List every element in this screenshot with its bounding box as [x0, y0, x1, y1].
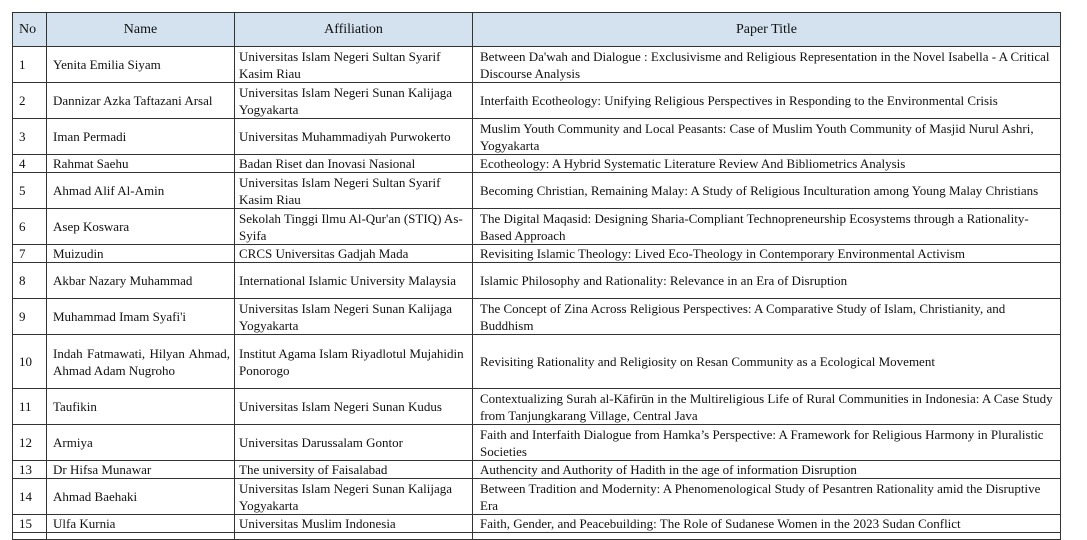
- row-number: 9: [13, 299, 47, 335]
- header-no: No: [13, 13, 47, 47]
- table-body: [13, 47, 1061, 540]
- table-row: [13, 47, 1061, 83]
- papers-table-container: [12, 12, 1061, 540]
- author-name: Ahmad Alif Al-Amin: [47, 173, 235, 209]
- affiliation: Universitas Muhammadiyah Purwokerto: [235, 119, 473, 155]
- table-row: [13, 245, 1061, 263]
- paper-title: Faith, Gender, and Peacebuilding: The Role of Sudanese Women in the 2023 Sudan Conflict: [473, 515, 1061, 533]
- affiliation: Universitas Islam Negeri Sunan Kudus: [235, 389, 473, 425]
- row-number: 5: [13, 173, 47, 209]
- paper-title: Authencity and Authority of Hadith in the age of information Disruption: [473, 461, 1061, 479]
- author-name: Rahmat Saehu: [47, 155, 235, 173]
- table-row-partial: [13, 533, 1061, 540]
- author-name: Asep Koswara: [47, 209, 235, 245]
- affiliation: Sekolah Tinggi Ilmu Al-Qur'an (STIQ) As-Syifa: [235, 209, 473, 245]
- row-number: 6: [13, 209, 47, 245]
- paper-title: Ecotheology: A Hybrid Systematic Literature Review And Bibliometrics Analysis: [473, 155, 1061, 173]
- author-name: Armiya: [47, 425, 235, 461]
- paper-title: Becoming Christian, Remaining Malay: A Study of Religious Inculturation among Young Malay Christians: [473, 173, 1061, 209]
- author-name: Muhammad Imam Syafi'i: [47, 299, 235, 335]
- row-number: 7: [13, 245, 47, 263]
- papers-table: [12, 12, 1061, 540]
- affiliation: Universitas Islam Negeri Sunan Kalijaga Yogyakarta: [235, 479, 473, 515]
- affiliation: Universitas Muslim Indonesia: [235, 515, 473, 533]
- affiliation: Universitas Islam Negeri Sultan Syarif Kasim Riau: [235, 173, 473, 209]
- paper-title: Interfaith Ecotheology: Unifying Religious Perspectives in Responding to the Environmental Crisis: [473, 83, 1061, 119]
- author-name: Taufikin: [47, 389, 235, 425]
- table-row: [13, 155, 1061, 173]
- table-row: [13, 515, 1061, 533]
- cell: [235, 533, 473, 540]
- row-number: 10: [13, 335, 47, 389]
- row-number: 3: [13, 119, 47, 155]
- row-number: 15: [13, 515, 47, 533]
- affiliation: Universitas Islam Negeri Sunan Kalijaga Yogyakarta: [235, 299, 473, 335]
- table-row: [13, 119, 1061, 155]
- author-name: Muizudin: [47, 245, 235, 263]
- paper-title: Muslim Youth Community and Local Peasants: Case of Muslim Youth Community of Masjid Nurul Ashri, Yogyakarta: [473, 119, 1061, 155]
- table-row: [13, 173, 1061, 209]
- author-name: Dr Hifsa Munawar: [47, 461, 235, 479]
- cell: [47, 533, 235, 540]
- paper-title: Between Tradition and Modernity: A Phenomenological Study of Pesantren Rationality amid the Disruptive Era: [473, 479, 1061, 515]
- affiliation: The university of Faisalabad: [235, 461, 473, 479]
- table-row: [13, 425, 1061, 461]
- author-name: Akbar Nazary Muhammad: [47, 263, 235, 299]
- paper-title: Contextualizing Surah al-Kāfirūn in the Multireligious Life of Rural Communities in Indonesia: A Case Study from Tanjungkarang Village, Central Java: [473, 389, 1061, 425]
- row-number: 4: [13, 155, 47, 173]
- author-name: Ahmad Baehaki: [47, 479, 235, 515]
- affiliation: Universitas Islam Negeri Sultan Syarif Kasim Riau: [235, 47, 473, 83]
- table-row: [13, 335, 1061, 389]
- row-number: 1: [13, 47, 47, 83]
- paper-title: Islamic Philosophy and Rationality: Relevance in an Era of Disruption: [473, 263, 1061, 299]
- table-row: [13, 263, 1061, 299]
- row-number: 12: [13, 425, 47, 461]
- cell: [13, 533, 47, 540]
- paper-title: Between Da'wah and Dialogue : Exclusivisme and Religious Representation in the Novel Isabella - A Critical Discourse Analysis: [473, 47, 1061, 83]
- author-name: Indah Fatmawati, Hilyan Ahmad, Ahmad Adam Nugroho: [47, 335, 235, 389]
- row-number: 13: [13, 461, 47, 479]
- paper-title: Revisiting Islamic Theology: Lived Eco-Theology in Contemporary Environmental Activism: [473, 245, 1061, 263]
- paper-title: The Concept of Zina Across Religious Perspectives: A Comparative Study of Islam, Christianity, and Buddhism: [473, 299, 1061, 335]
- row-number: 2: [13, 83, 47, 119]
- table-row: [13, 209, 1061, 245]
- author-name: Iman Permadi: [47, 119, 235, 155]
- row-number: 14: [13, 479, 47, 515]
- affiliation: CRCS Universitas Gadjah Mada: [235, 245, 473, 263]
- author-name: Ulfa Kurnia: [47, 515, 235, 533]
- affiliation: Badan Riset dan Inovasi Nasional: [235, 155, 473, 173]
- paper-title: The Digital Maqasid: Designing Sharia-Compliant Technopreneurship Ecosystems through a Rationality-Based Approach: [473, 209, 1061, 245]
- header-name: Name: [47, 13, 235, 47]
- affiliation: International Islamic University Malaysia: [235, 263, 473, 299]
- table-row: [13, 299, 1061, 335]
- author-name: Yenita Emilia Siyam: [47, 47, 235, 83]
- header-row: [13, 13, 1061, 47]
- cell: [473, 533, 1061, 540]
- header-affiliation: Affiliation: [235, 13, 473, 47]
- row-number: 8: [13, 263, 47, 299]
- table-row: [13, 461, 1061, 479]
- affiliation: Institut Agama Islam Riyadlotul Mujahidin Ponorogo: [235, 335, 473, 389]
- header-paper-title: Paper Title: [473, 13, 1061, 47]
- affiliation: Universitas Darussalam Gontor: [235, 425, 473, 461]
- table-row: [13, 479, 1061, 515]
- table-row: [13, 389, 1061, 425]
- table-row: [13, 83, 1061, 119]
- table-header: [13, 13, 1061, 47]
- row-number: 11: [13, 389, 47, 425]
- paper-title: Faith and Interfaith Dialogue from Hamka’s Perspective: A Framework for Religious Harmony in Pluralistic Societies: [473, 425, 1061, 461]
- affiliation: Universitas Islam Negeri Sunan Kalijaga Yogyakarta: [235, 83, 473, 119]
- paper-title: Revisiting Rationality and Religiosity on Resan Community as a Ecological Movement: [473, 335, 1061, 389]
- author-name: Dannizar Azka Taftazani Arsal: [47, 83, 235, 119]
